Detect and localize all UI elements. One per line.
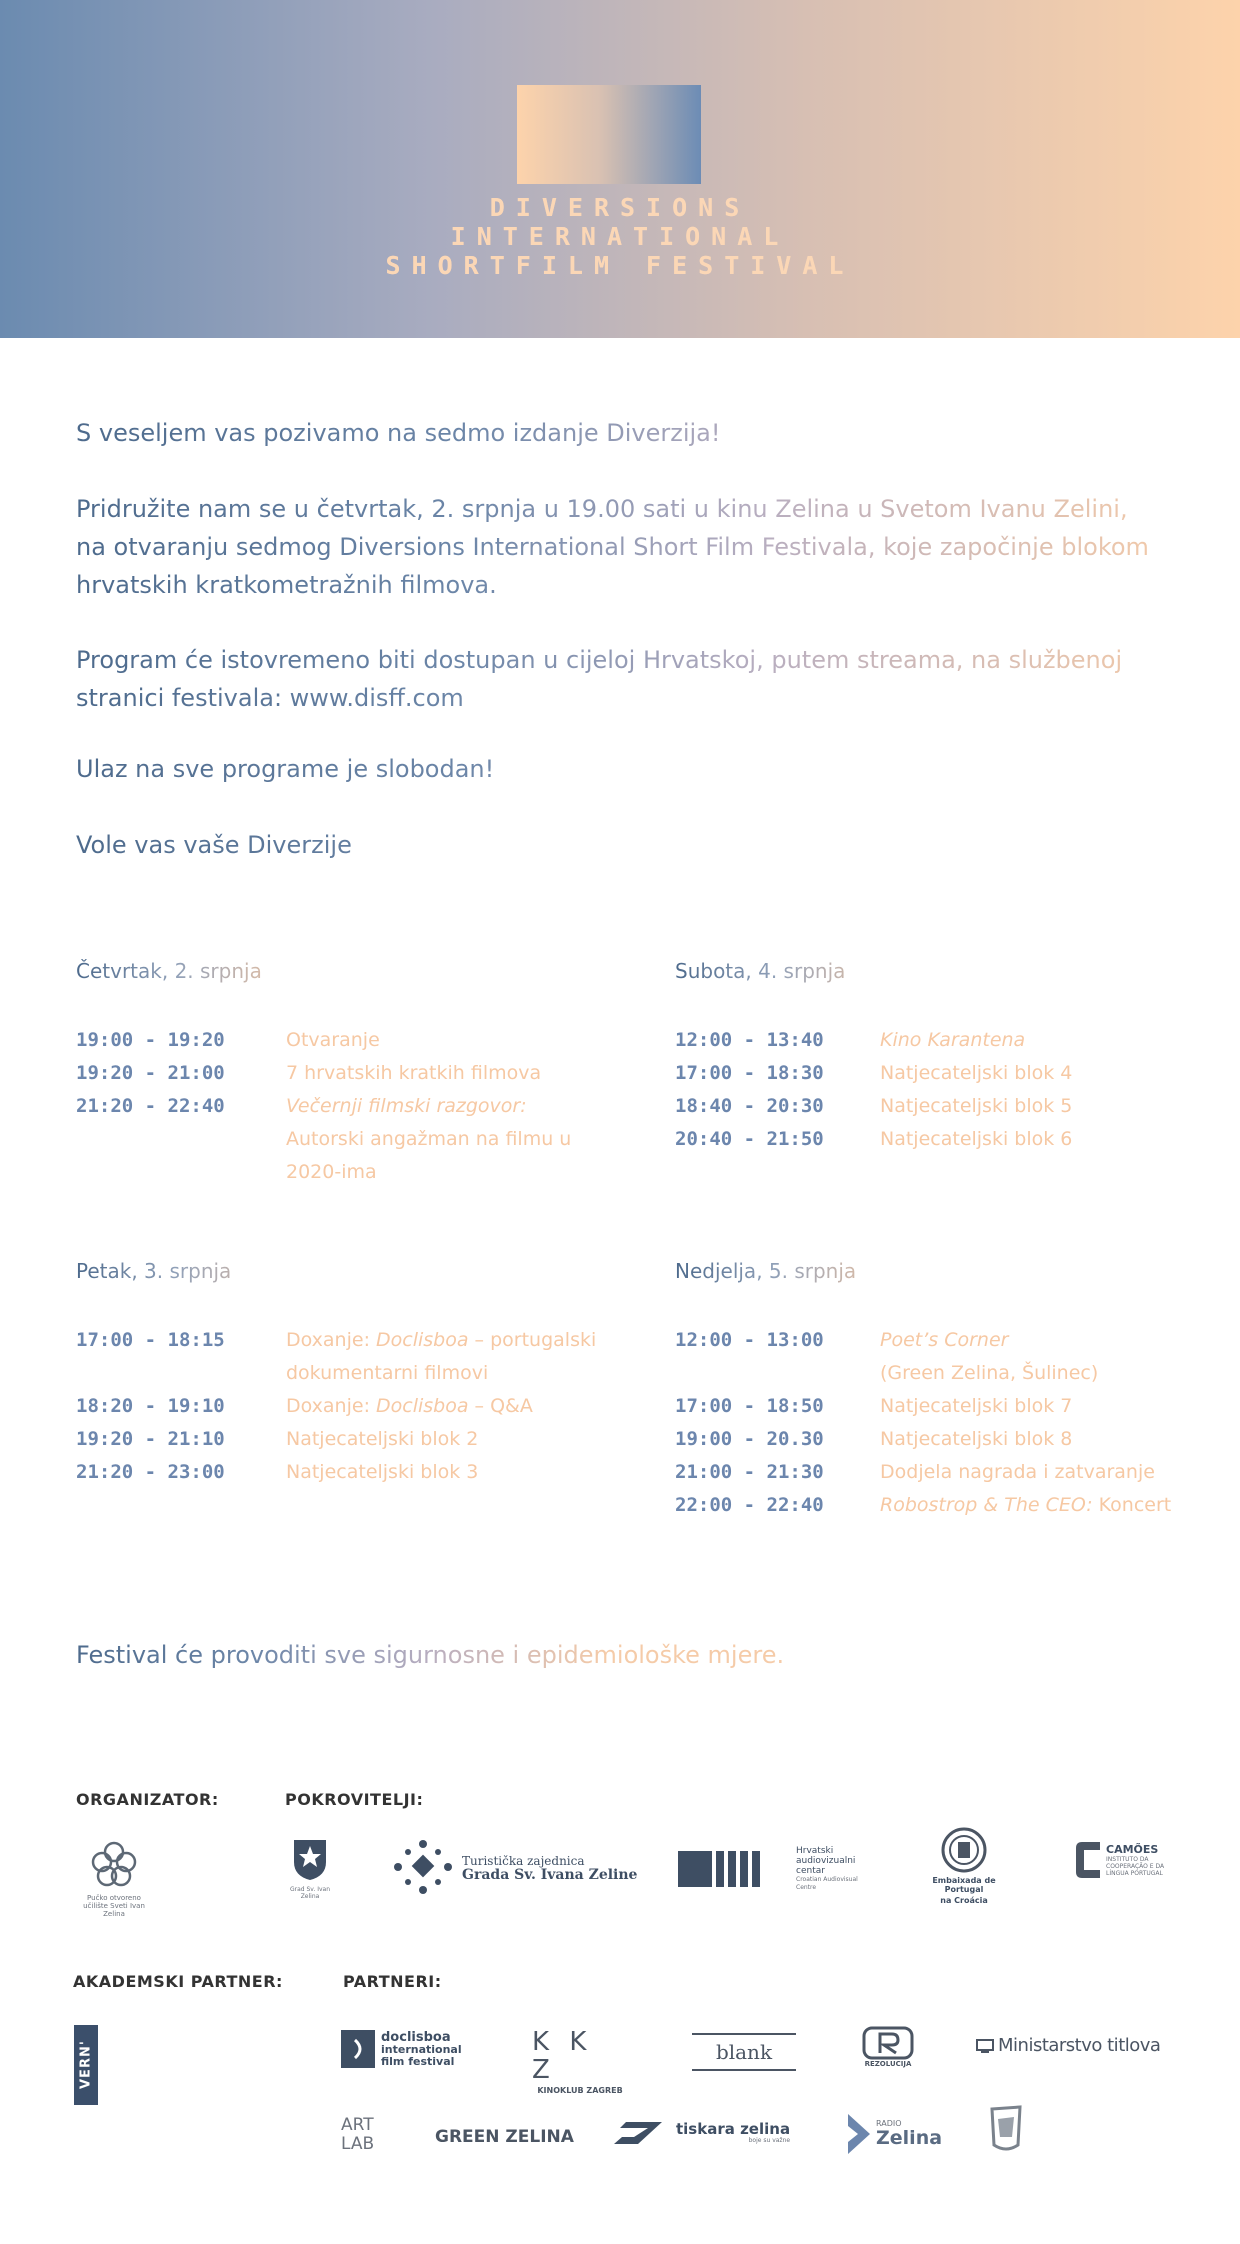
- partner-name: RADIO: [876, 2119, 902, 2128]
- organizer-label: ORGANIZATOR:: [76, 1790, 219, 1809]
- schedule-event: [675, 1456, 1235, 1489]
- event-title: Dodjela nagrada i zatvaranje: [880, 1461, 1155, 1483]
- schedule-event: [76, 1024, 636, 1057]
- patron-name-2: Croatian Audiovisual Centre: [796, 1876, 858, 1891]
- patron-name: Grad Sv. Ivan Zelina: [289, 1886, 331, 1900]
- event-title-italic: Kino Karantena: [880, 1029, 1026, 1051]
- partner-name: K K Z: [532, 2027, 593, 2085]
- intro-paragraph-3: [76, 641, 1186, 717]
- partner-name: GREEN ZELINA: [435, 2127, 574, 2147]
- event-time: 12:00 - 13:40: [675, 1029, 824, 1051]
- event-time: 18:40 - 20:30: [675, 1095, 824, 1117]
- day-title: Četvrtak, 2. srpnja: [76, 958, 296, 984]
- patron-logo-grad[interactable]: [286, 1838, 334, 1900]
- event-title-italic: Večernji filmski razgovor:: [286, 1095, 527, 1117]
- event-title: (Green Zelina, Šulinec): [880, 1362, 1099, 1384]
- event-title-block: [286, 1324, 626, 1390]
- day-title: Petak, 3. srpnja: [76, 1258, 296, 1284]
- partner-name: doclisboa: [381, 2029, 451, 2045]
- patron-name: CAMÕES: [1106, 1842, 1159, 1856]
- flower-icon: [88, 1838, 140, 1890]
- partner-logo-rezolucija[interactable]: [858, 2026, 918, 2068]
- intro-paragraph-5: [76, 826, 1186, 864]
- event-time: 22:00 - 22:40: [675, 1494, 824, 1516]
- schedule-event: [675, 1057, 1235, 1090]
- intro-line: Ulaz na sve programe je slobodan!: [76, 750, 1186, 788]
- event-title-block: [880, 1489, 1220, 1522]
- patron-name-2: INSTITUTO DA COOPERAÇÃO E DA LÍNGUA PORTUGAL: [1106, 1855, 1165, 1877]
- patrons-label: POKROVITELJI:: [285, 1790, 424, 1809]
- patron-text: [1106, 1844, 1170, 1877]
- patron-name: Embaixada de Portugal: [932, 1876, 996, 1894]
- intro-paragraph-4: [76, 750, 1186, 788]
- patron-text: [796, 1846, 876, 1892]
- patron-name-2: Grada Sv. Ivana Zeline: [462, 1867, 638, 1883]
- intro-line: Vole vas vaše Diverzije: [76, 826, 1186, 864]
- film-bars-icon: [678, 1851, 760, 1887]
- camoes-c-icon: [1074, 1838, 1102, 1882]
- logo-line-2: INTERNATIONAL: [0, 222, 1240, 251]
- event-time: 20:40 - 21:50: [675, 1128, 824, 1150]
- partner-name: ART LAB: [341, 2115, 375, 2154]
- intro-line: stranici festivala: www.disff.com: [76, 679, 1186, 717]
- event-title: Natjecateljski blok 3: [286, 1461, 479, 1483]
- day-title: Subota, 4. srpnja: [675, 958, 895, 984]
- event-title: 7 hrvatskih kratkih filmova: [286, 1062, 542, 1084]
- event-time: 19:00 - 20.30: [675, 1428, 824, 1450]
- event-time: 21:20 - 23:00: [76, 1461, 225, 1483]
- coat-of-arms-icon: [292, 1838, 328, 1882]
- portugal-emblem-icon: [940, 1826, 988, 1874]
- patron-logo-havc[interactable]: [678, 1846, 876, 1892]
- diamond-dots-icon: [392, 1840, 454, 1896]
- intro-line: Program će istovremeno biti dostupan u cijeloj Hrvatskoj, putem streama, na službenoj: [76, 641, 1186, 679]
- schedule-event: [675, 1090, 1235, 1123]
- patron-logo-embassy[interactable]: [916, 1826, 1012, 1905]
- partner-logo-blank[interactable]: [692, 2033, 796, 2071]
- event-title-block: [286, 1390, 626, 1423]
- partner-name: tiskara zelina: [676, 2120, 791, 2138]
- event-time: 21:20 - 22:40: [76, 1095, 225, 1117]
- event-title-block: [880, 1324, 1220, 1390]
- organizer-logo[interactable]: [74, 1838, 154, 1918]
- event-title: – portugalski dokumentarni filmovi: [286, 1329, 597, 1384]
- schedule-event: [675, 1489, 1235, 1522]
- schedule-event: [76, 1423, 636, 1456]
- day-sunday: [675, 1258, 1235, 1522]
- rezolucija-r-icon: [862, 2026, 914, 2060]
- schedule-event: [675, 1123, 1235, 1156]
- event-title: Koncert: [1092, 1494, 1172, 1516]
- partner-name: blank: [715, 2040, 773, 2064]
- radio-chevron-icon: [846, 2112, 872, 2156]
- partner-name-2: Zelina: [876, 2127, 943, 2149]
- event-title: Natjecateljski blok 6: [880, 1128, 1073, 1150]
- schedule-event: [675, 1024, 1235, 1057]
- partner-logo-kkz[interactable]: [532, 2028, 628, 2095]
- event-prefix: Doxanje:: [286, 1395, 377, 1417]
- schedule-event: [76, 1456, 636, 1489]
- partner-name: Ministarstvo titlova: [998, 2035, 1161, 2056]
- event-title: Natjecateljski blok 8: [880, 1428, 1073, 1450]
- patron-text: [462, 1854, 637, 1882]
- event-prefix: Doxanje:: [286, 1329, 377, 1351]
- event-title-italic: Poet’s Corner: [880, 1329, 1009, 1351]
- patron-logo-tourist-board[interactable]: [392, 1840, 637, 1896]
- festival-logo-mark: [517, 85, 701, 184]
- event-time: 19:20 - 21:00: [76, 1062, 225, 1084]
- intro-line: na otvaranju sedmog Diversions International Short Film Festivala, koje započinje blokom: [76, 528, 1186, 566]
- schedule-event: [76, 1057, 636, 1090]
- day-title: Nedjelja, 5. srpnja: [675, 1258, 895, 1284]
- monitor-icon: [976, 2039, 994, 2053]
- event-time: 17:00 - 18:30: [675, 1062, 824, 1084]
- mug-icon: [988, 2105, 1024, 2155]
- event-title: Natjecateljski blok 5: [880, 1095, 1073, 1117]
- logo-line-1: DIVERSIONS: [0, 193, 1240, 222]
- partners-label: PARTNERI:: [343, 1972, 442, 1991]
- doclisboa-icon: [341, 2030, 375, 2068]
- intro-line: hrvatskih kratkometražnih filmova.: [76, 566, 1186, 604]
- event-time: 21:00 - 21:30: [675, 1461, 824, 1483]
- schedule-event: [675, 1423, 1235, 1456]
- event-title-italic: Robostrop & The CEO:: [880, 1494, 1093, 1516]
- event-title: Otvaranje: [286, 1029, 380, 1051]
- festival-header: [0, 0, 1240, 338]
- safety-notice-text: Festival će provoditi sve sigurnosne i epidemiološke mjere.: [76, 1641, 785, 1669]
- partner-text: [676, 2121, 790, 2145]
- event-title: Autorski angažman na filmu u 2020-ima: [286, 1128, 572, 1183]
- patron-logo-camoes[interactable]: [1074, 1838, 1170, 1882]
- logo-line-3: SHORTFILM FESTIVAL: [0, 251, 1240, 280]
- event-title-block: [286, 1090, 626, 1189]
- day-friday: [76, 1258, 636, 1489]
- safety-notice: [76, 1636, 1186, 1674]
- event-time: 18:20 - 19:10: [76, 1395, 225, 1417]
- event-title-italic: Doclisboa: [376, 1395, 469, 1417]
- vern-logo[interactable]: VERN': [74, 2025, 98, 2105]
- partner-name-2: international film festival: [381, 2042, 462, 2068]
- patron-name: Turistička zajednica: [462, 1854, 585, 1868]
- event-time: 17:00 - 18:50: [675, 1395, 824, 1417]
- event-time: 17:00 - 18:15: [76, 1329, 225, 1351]
- partner-logo-ministarstvo-titlova[interactable]: [976, 2036, 1160, 2056]
- partner-logo-artlab[interactable]: [341, 2116, 385, 2154]
- academic-partner-label: AKADEMSKI PARTNER:: [73, 1972, 283, 1991]
- schedule-event: [76, 1090, 636, 1189]
- intro-paragraph-2: [76, 490, 1186, 604]
- partner-name-2: KINOKLUB ZAGREB: [537, 2086, 623, 2095]
- event-title: Natjecateljski blok 7: [880, 1395, 1073, 1417]
- partner-text: [381, 2031, 479, 2068]
- partner-text: [876, 2119, 942, 2149]
- partner-logo-radio-zelina[interactable]: [846, 2112, 942, 2156]
- organizer-name: Pučko otvoreno učilište Sveti Ivan Zelina: [83, 1894, 145, 1918]
- patron-name-2: na Croácia: [940, 1896, 988, 1905]
- event-time: 19:20 - 21:10: [76, 1428, 225, 1450]
- partner-name: REZOLUCIJA: [864, 2060, 912, 2068]
- tiskara-z-icon: [612, 2120, 664, 2146]
- event-title: Natjecateljski blok 2: [286, 1428, 479, 1450]
- event-time: 12:00 - 13:00: [675, 1329, 824, 1351]
- day-thursday: [76, 958, 636, 1189]
- day-saturday: [675, 958, 1235, 1156]
- partner-name-2: boje su važne: [748, 2137, 791, 2144]
- intro-line: Pridružite nam se u četvrtak, 2. srpnja u 19.00 sati u kinu Zelina u Svetom Ivanu Zelini,: [76, 490, 1186, 528]
- schedule-event: [675, 1324, 1235, 1390]
- partner-logo-doclisboa[interactable]: [341, 2030, 479, 2068]
- schedule-event: [76, 1390, 636, 1423]
- schedule-event: [76, 1324, 636, 1390]
- schedule-event: [675, 1390, 1235, 1423]
- event-title-italic: Doclisboa: [376, 1329, 469, 1351]
- event-title: Natjecateljski blok 4: [880, 1062, 1073, 1084]
- partner-logo-tiskara-zelina[interactable]: [612, 2120, 790, 2146]
- event-title: – Q&A: [468, 1395, 533, 1417]
- event-time: 19:00 - 19:20: [76, 1029, 225, 1051]
- partner-logo-misc[interactable]: [988, 2105, 1024, 2155]
- intro-paragraph-1: [76, 414, 1186, 452]
- intro-line: S veseljem vas pozivamo na sedmo izdanje Diverzija!: [76, 414, 1186, 452]
- patron-name: Hrvatski audiovizualni centar: [796, 1846, 856, 1876]
- partner-logo-green-zelina[interactable]: [435, 2127, 574, 2147]
